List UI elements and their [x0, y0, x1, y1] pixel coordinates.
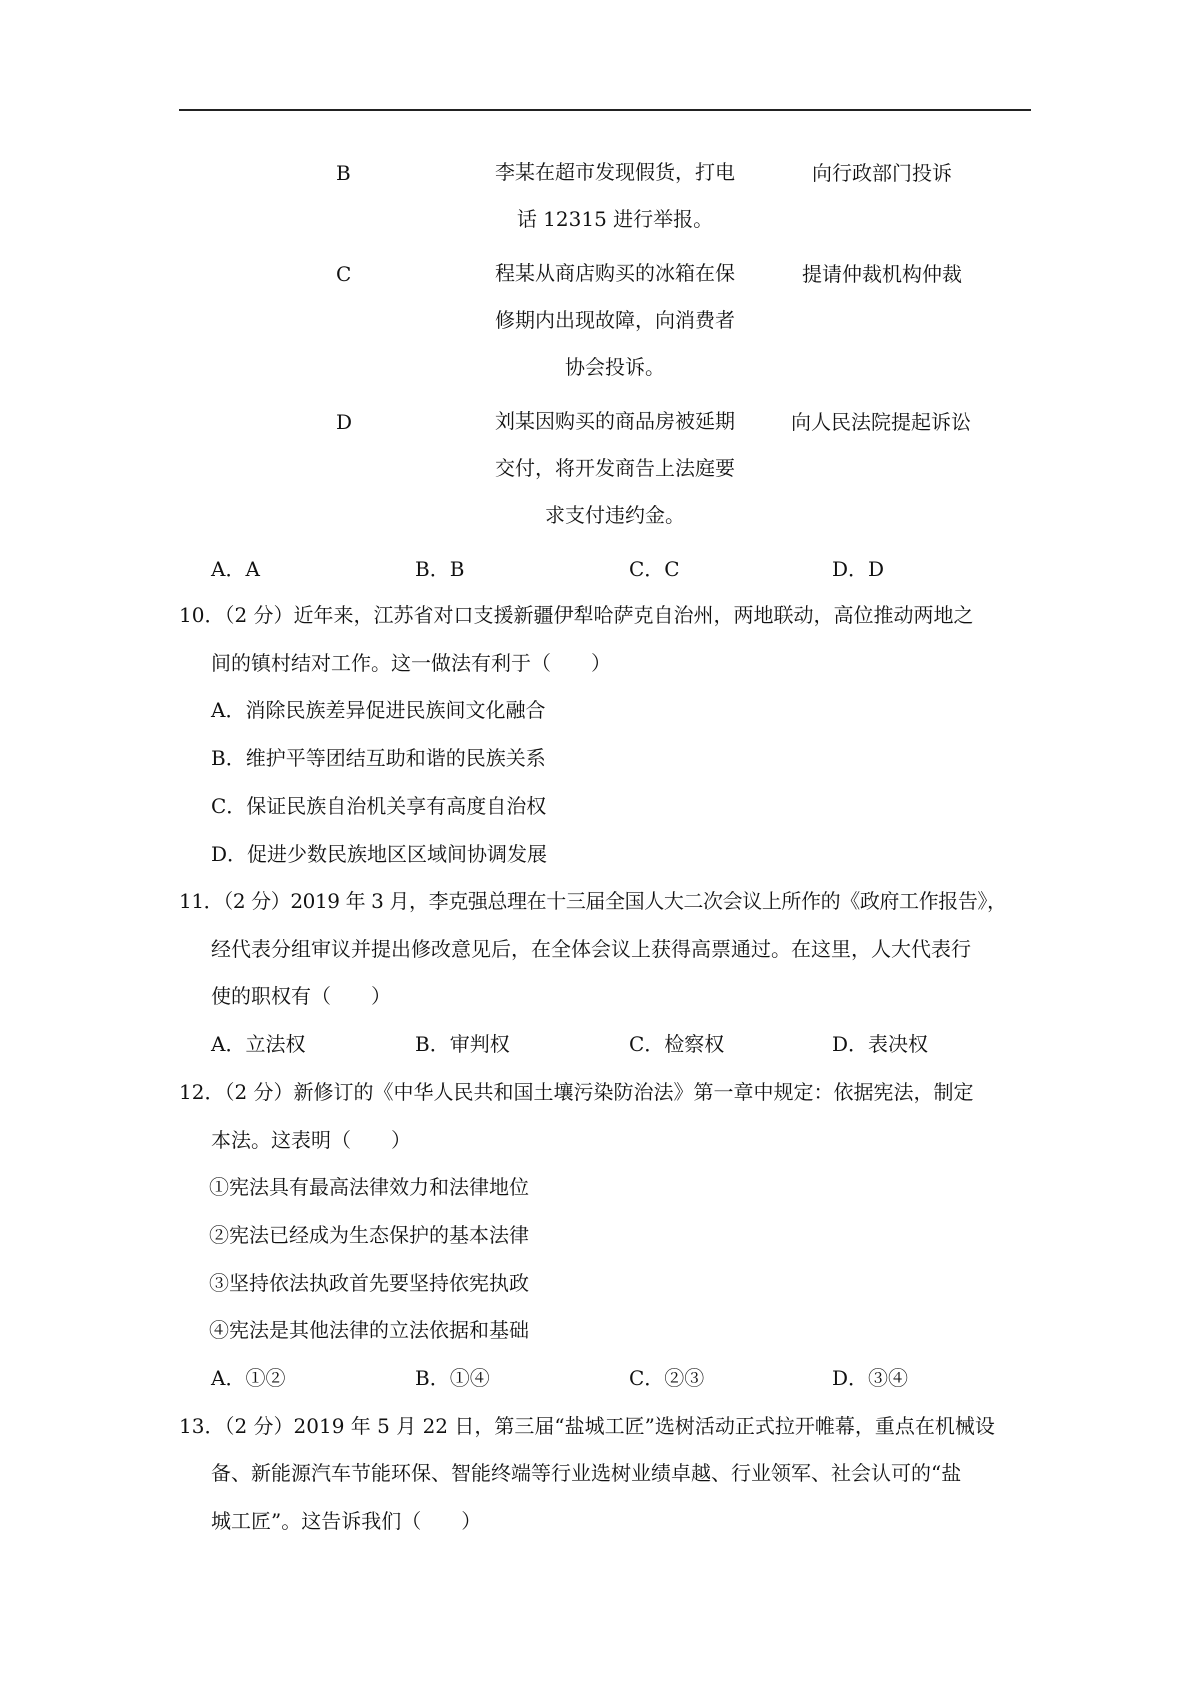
row-method: 向人民法院提起诉讼 — [791, 410, 971, 434]
question-13-stem: 13．（2 分）2019 年 5 月 22 日，第三届“盐城工匠”选树活动正式拉开帷幕，重点在机械设 — [179, 1414, 995, 1438]
statement-4: ④宪法是其他法律的立法依据和基础 — [209, 1318, 529, 1342]
row-letter: B — [336, 161, 351, 185]
option-c: C．检察权 — [629, 1032, 725, 1056]
question-11-stem-cont: 经代表分组审议并提出修改意见后，在全体会议上获得高票通过。在这里，人大代表行 — [211, 937, 971, 961]
question-12-stem-cont: 本法。这表明（ ） — [211, 1128, 411, 1152]
row-letter: C — [336, 262, 352, 286]
row-case: 李某在超市发现假货，打电 话 12315 进行举报。 — [495, 160, 735, 231]
statement-3: ③坚持依法执政首先要坚持依宪执政 — [209, 1271, 529, 1295]
row-method: 向行政部门投诉 — [812, 161, 952, 185]
statement-1: ①宪法具有最高法律效力和法律地位 — [209, 1175, 529, 1199]
option-b: B．B — [415, 557, 465, 581]
option-c: C．保证民族自治机关享有高度自治权 — [211, 794, 547, 818]
option-b: B．维护平等团结互助和谐的民族关系 — [211, 746, 546, 770]
question-13-stem-cont: 备、新能源汽车节能环保、智能终端等行业选树业绩卓越、行业领军、社会认可的“盐 — [211, 1461, 962, 1485]
row-letter: D — [336, 410, 353, 434]
option-d: D．D — [832, 557, 885, 581]
option-b: B．审判权 — [415, 1032, 510, 1056]
option-b: B．①④ — [415, 1366, 490, 1390]
option-a: A．A — [211, 557, 260, 581]
question-11-stem: 11．（2 分）2019 年 3 月，李克强总理在十三届全国人大二次会议上所作的《政府工作报告》， — [179, 889, 1007, 913]
row-case: 程某从商店购买的冰箱在保 修期内出现故障，向消费者 协会投诉。 — [495, 261, 735, 379]
option-c: C．C — [629, 557, 680, 581]
option-d: D．表决权 — [832, 1032, 929, 1056]
option-a: A．消除民族差异促进民族间文化融合 — [211, 698, 546, 722]
row-method: 提请仲裁机构仲裁 — [802, 262, 962, 286]
row-case: 刘某因购买的商品房被延期 交付，将开发商告上法庭要 求支付违约金。 — [495, 409, 735, 527]
option-d: D．促进少数民族地区区域间协调发展 — [211, 842, 548, 866]
statement-2: ②宪法已经成为生态保护的基本法律 — [209, 1223, 529, 1247]
option-a: A．①② — [211, 1366, 286, 1390]
question-10-stem: 10．（2 分）近年来，江苏省对口支援新疆伊犁哈萨克自治州，两地联动，高位推动两地之 — [179, 603, 974, 627]
option-a: A．立法权 — [211, 1032, 306, 1056]
question-13-stem-cont: 城工匠”。这告诉我们（ ） — [211, 1509, 482, 1533]
option-d: D．③④ — [832, 1366, 909, 1390]
header-rule — [179, 109, 1031, 111]
question-11-stem-cont: 使的职权有（ ） — [211, 984, 391, 1008]
option-c: C．②③ — [629, 1366, 705, 1390]
question-12-stem: 12．（2 分）新修订的《中华人民共和国土壤污染防治法》第一章中规定：依据宪法，制定 — [179, 1080, 974, 1104]
question-10-stem-cont: 间的镇村结对工作。这一做法有利于（ ） — [211, 651, 611, 675]
